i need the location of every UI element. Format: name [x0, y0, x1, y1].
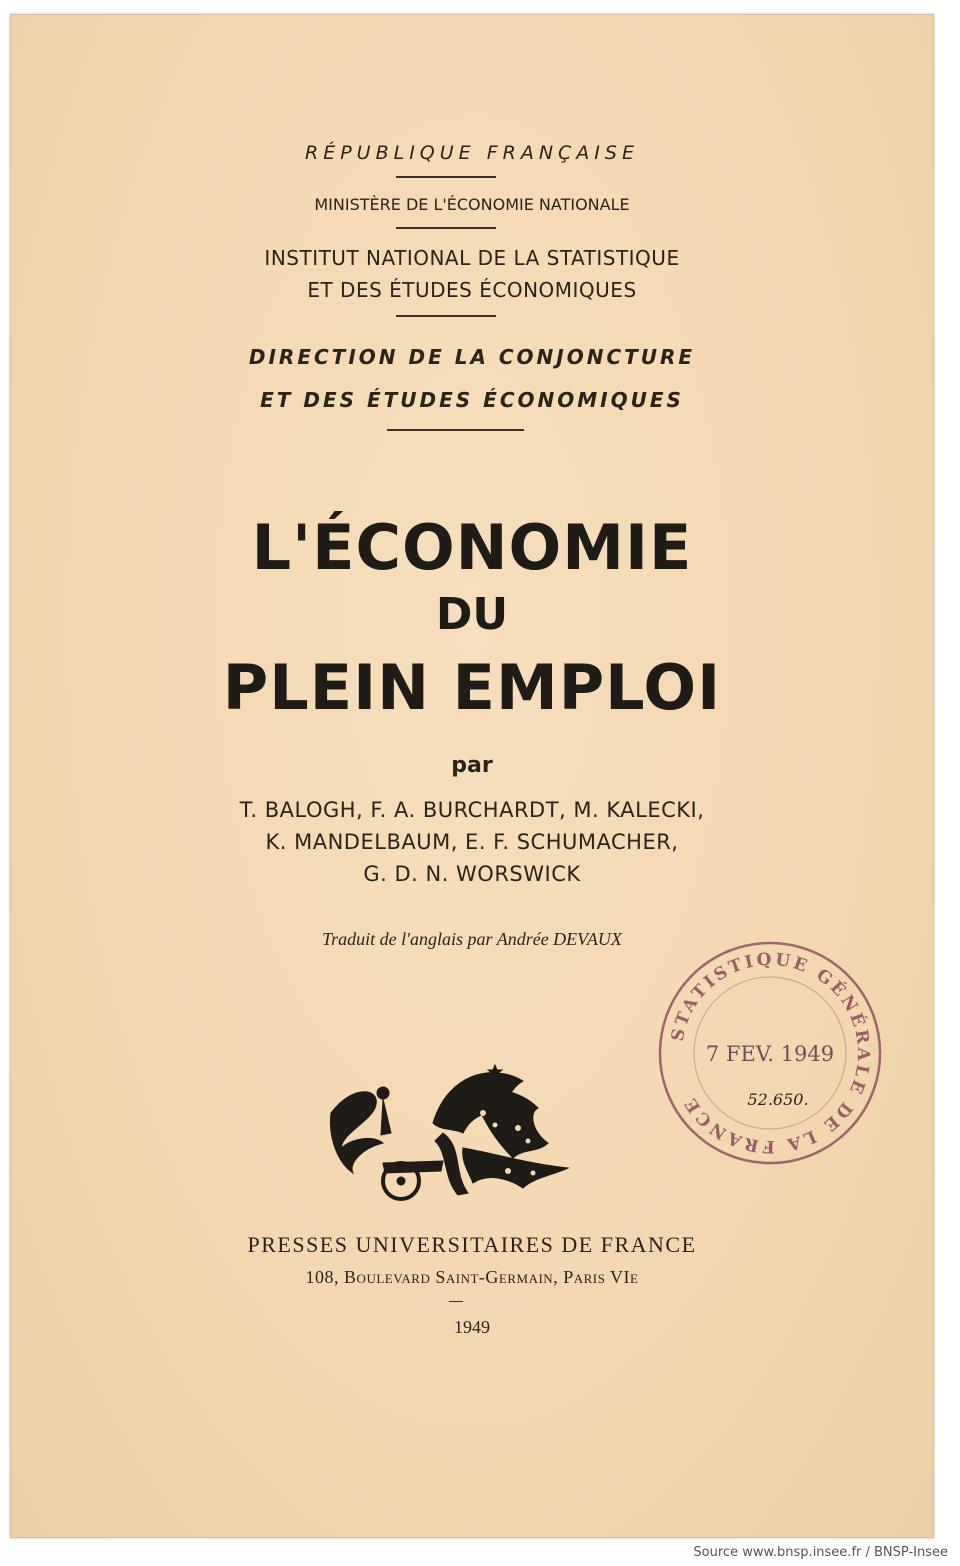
divider: [396, 227, 496, 229]
divider: [396, 315, 496, 317]
publisher-name: PRESSES UNIVERSITAIRES DE FRANCE: [247, 1232, 697, 1257]
direction-line1: DIRECTION DE LA CONJONCTURE: [248, 345, 696, 369]
library-stamp: [654, 937, 886, 1169]
divider: [449, 1301, 463, 1302]
title-line2: DU: [435, 589, 509, 640]
direction-line2: ET DES ÉTUDES ÉCONOMIQUES: [260, 388, 684, 412]
divider: [396, 176, 496, 178]
stamp-number: 52.650.: [747, 1090, 809, 1109]
publication-year: 1949: [454, 1317, 490, 1337]
translation-credit: Traduit de l'anglais par Andrée DEVAUX: [322, 929, 622, 949]
source-note: Source www.bnsp.insee.fr / BNSP-Insee: [693, 1545, 948, 1560]
chariot-emblem-icon: [323, 1053, 583, 1203]
ministry-heading: MINISTÈRE DE L'ÉCONOMIE NATIONALE: [314, 195, 630, 214]
stamp-ring-text: STATISTIQUE GÉNÉRALE DE LA FRANCE: [667, 949, 874, 1157]
institute-line1: INSTITUT NATIONAL DE LA STATISTIQUE: [264, 246, 680, 270]
by-label: par: [451, 753, 493, 778]
authors-line3: G. D. N. WORSWICK: [363, 862, 581, 886]
authors-line1: T. BALOGH, F. A. BURCHARDT, M. KALECKI,: [239, 798, 705, 822]
authors-line2: K. MANDELBAUM, E. F. SCHUMACHER,: [265, 830, 679, 854]
title-line1: L'ÉCONOMIE: [251, 511, 693, 584]
republic-heading: RÉPUBLIQUE FRANÇAISE: [305, 142, 639, 164]
stamp-date: 7 FEV. 1949: [705, 1042, 835, 1066]
publisher-address: 108, Boulevard Saint-Germain, Paris VIe: [305, 1267, 639, 1287]
title-page: [10, 14, 934, 1538]
title-line3: PLEIN EMPLOI: [222, 651, 722, 724]
divider: [387, 429, 524, 431]
institute-line2: ET DES ÉTUDES ÉCONOMIQUES: [307, 278, 637, 302]
